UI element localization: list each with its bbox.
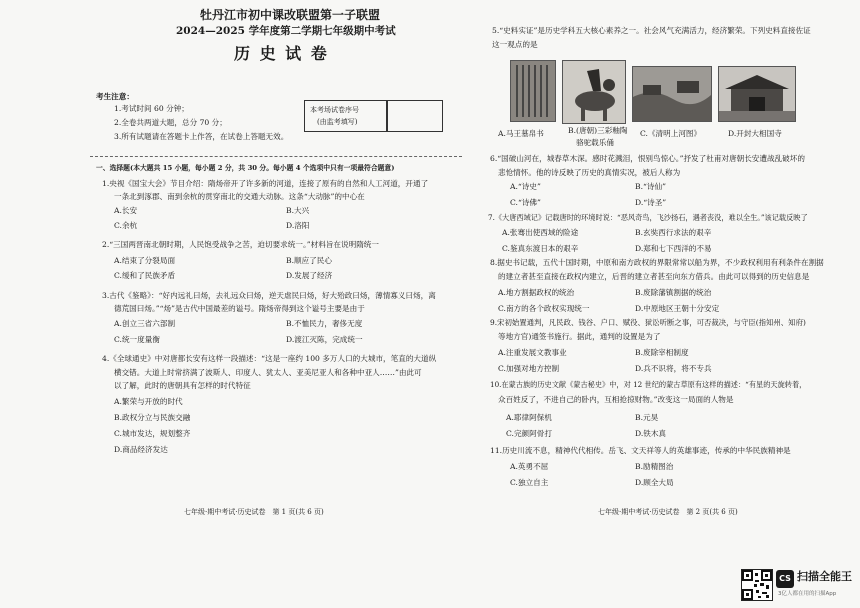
q8-option-a: A.地方割据政权的统治	[498, 288, 575, 297]
page-footer: 七年级·期中考试·历史试卷 第 2 页(共 6 页)	[598, 508, 738, 516]
q4-option-b: B.政权分立与民族交融	[114, 413, 191, 422]
q3-option-d: D.渡江灭陈，完成统一	[286, 335, 363, 344]
q4-stem: 以了解，此时的唐朝具有怎样的时代特征	[114, 381, 251, 390]
q5-caption-b-line2: 骆驼载乐俑	[576, 138, 614, 147]
q1-stem: 一条北到涿郡、南到余杭的贯穿南北的交通大动脉。这条“大动脉”的中心在	[114, 192, 365, 201]
q6-option-c: C.“诗佛”	[510, 198, 541, 207]
q10-option-a: A.耶律阿保机	[506, 413, 552, 422]
q4-option-c: C.城市发达，规划整齐	[114, 429, 191, 438]
q6-option-a: A.“诗史”	[510, 182, 541, 191]
q10-stem: 众百姓反了，不进自己的卧内，互相抢掠财物。”改变这一局面的人物是	[498, 395, 734, 404]
q10-option-c: C.完颜阿骨打	[506, 429, 552, 438]
q4-option-a: A.繁荣与开放的时代	[114, 397, 183, 406]
q6-option-b: B.“诗仙”	[635, 182, 666, 191]
q9-stem: 等地方官)通签书施行。据此，通判的设置是为了	[498, 332, 661, 341]
q10-option-d: D.铁木真	[635, 429, 667, 438]
section-title: 一、选择题(本大题共 15 小题，每小题 2 分，共 30 分。每小题 4 个选项中只有一项最符合题意)	[96, 164, 395, 172]
q6-option-d: D.“诗圣”	[635, 198, 667, 207]
q7-option-c: C.鉴真东渡日本的艰辛	[502, 244, 579, 253]
q1-option-b: B.大兴	[286, 206, 310, 215]
q9-option-b: B.废除宰相制度	[635, 348, 689, 357]
q8-stem: 的建立者甚至直接在政权内建立，后晋的建立者甚至向东方借兵。由此可以得到的历史信息是	[498, 272, 810, 281]
q3-option-c: C.统一度量衡	[114, 335, 160, 344]
q11-option-c: C.独立自主	[510, 478, 549, 487]
q4-option-d: D.商品经济发达	[114, 445, 168, 454]
silk-manuscript-image	[510, 60, 556, 122]
q5-caption-b: B.(唐朝)三彩釉陶	[568, 126, 628, 135]
qingming-scroll-image	[632, 66, 712, 122]
q11-option-b: B.励精图治	[635, 462, 674, 471]
q3-option-a: A.创立三省六部制	[114, 319, 176, 328]
q10-stem: 10.在蒙古族的历史文献《蒙古秘史》中，对 12 世纪的蒙古草原有这样的描述：“有星的天旋转着，	[490, 380, 807, 389]
q2-option-a: A.结束了分裂局面	[114, 256, 176, 265]
exam-title: 2024—2025 学年度第二学期七年级期中考试	[176, 25, 396, 37]
q1-stem: 1.央视《国宝大会》节目介绍：隋炀帝开了许多新的河道，连接了原有的自然和人工河道，开通了	[102, 179, 429, 188]
q5-stem: 5.“史料实证”是历史学科五大核心素养之一。社会风气充满活力，经济繁荣。下列史料直接佐证	[492, 26, 811, 35]
school-title: 牡丹江市初中课改联盟第一子联盟	[200, 8, 381, 22]
notice-title: 考生注意：	[96, 92, 134, 101]
notice-item: 3.所有试题请在答题卡上作答，在试卷上答题无效。	[114, 132, 289, 141]
tri-color-camel-figurine-image	[562, 60, 626, 124]
q6-stem: 悲怆情怀。他的诗反映了历史的真情实况，被后人称为	[498, 168, 681, 177]
daxiangguo-temple-image	[718, 66, 796, 122]
q9-option-d: D.兵不识将，将不专兵	[635, 364, 712, 373]
q2-option-b: B.顺应了民心	[286, 256, 332, 265]
q4-stem: 4.《全球通史》中对唐都长安有这样一段描述：“这是一座约 100 多万人口的大城市，笔直的大道纵	[102, 354, 437, 363]
q5-caption-d: D.开封大相国寺	[728, 129, 782, 138]
q7-option-b: B.玄奘西行求法的艰辛	[635, 228, 712, 237]
q6-stem: 6.“国破山河在，城春草木深。感时花溅泪，恨别鸟惊心。”抒发了杜甫对唐朝长安遭战乱破坏的	[490, 154, 805, 163]
seat-box-label: 本考场试卷序号	[310, 106, 359, 114]
q1-option-c: C.余杭	[114, 221, 138, 230]
q9-stem: 9.宋初始置通判，凡民政、钱谷、户口、赋役、狱讼听断之事，可否裁决，与守臣(指知州、知府)	[490, 318, 806, 327]
q2-option-d: D.发展了经济	[286, 271, 333, 280]
q5-stem: 这一观点的是	[492, 40, 538, 49]
scanner-slogan: 3亿人都在用的扫描App	[778, 591, 837, 597]
q10-option-b: B.元昊	[635, 413, 659, 422]
page-footer: 七年级·期中考试·历史试卷 第 1 页(共 6 页)	[184, 508, 324, 516]
q8-option-b: B.废除藩镇割据的统治	[635, 288, 712, 297]
qr-code	[741, 569, 773, 601]
q5-caption-c: C.《清明上河图》	[640, 129, 702, 138]
seat-box-note: (由监考填写)	[317, 118, 358, 126]
q7-stem: 7.《大唐西域记》记载唐时的环境时说：“恶风奇鸟，飞沙扬石，遇者丧没，难以全生。”该记载反映了	[488, 213, 808, 222]
q2-stem: 2.“三国两晋南北朝时期，人民饱受战争之苦，迫切要求统一。”材料旨在说明隋统一	[102, 240, 379, 249]
q8-stem: 8.据史书记载，五代十国时期，中原和南方政权的界限常常以船为界，不少政权利用有利条件在割据	[490, 258, 824, 267]
notice-item: 1.考试时间 60 分钟；	[114, 104, 189, 113]
q1-option-d: D.洛阳	[286, 221, 310, 230]
q7-option-a: A.张骞出使西域的险途	[502, 228, 579, 237]
q7-option-d: D.郑和七下西洋的不易	[635, 244, 712, 253]
q3-option-b: B.不恤民力，奢侈无度	[286, 319, 363, 328]
subject-title: 历 史 试 卷	[234, 44, 329, 63]
q11-option-a: A.英勇不屈	[510, 462, 549, 471]
divider	[90, 156, 462, 157]
q8-option-c: C.南方的各个政权实现统一	[498, 304, 590, 313]
q11-option-d: D.顾全大局	[635, 478, 674, 487]
q2-option-c: C.缓和了民族矛盾	[114, 271, 176, 280]
scanner-app-name: 扫描全能王	[797, 570, 852, 583]
seat-number-box	[304, 100, 388, 132]
q3-stem: 3.古代《鉴略》：“好内远礼曰炀，去礼远众曰炀，逆天虐民曰炀，好大殆政曰炀，薄情寡义曰炀，离	[102, 291, 436, 300]
q9-option-a: A.注重发展文教事业	[498, 348, 567, 357]
q11-stem: 11.历史川流不息，精神代代相传。岳飞、文天祥等人的英雄事迹，传承的中华民族精神是	[490, 446, 791, 455]
q3-stem: 德荒国曰炀。”“炀”是古代中国最差的谥号。隋炀帝得到这个谥号主要是由于	[114, 304, 365, 313]
q1-option-a: A.长安	[114, 206, 138, 215]
q8-option-d: D.中原地区王朝十分安定	[635, 304, 720, 313]
q4-stem: 横交错。大道上时常挤满了波斯人、印度人、犹太人、亚美尼亚人和各种中亚人……”由此可	[114, 368, 422, 377]
q5-caption-a: A.马王墓帛书	[498, 129, 544, 138]
seat-number-blank	[386, 100, 443, 132]
q9-option-c: C.加强对地方控制	[498, 364, 560, 373]
scanner-logo-icon: CS	[776, 570, 794, 588]
notice-item: 2.全卷共两道大题，总分 70 分；	[114, 118, 227, 127]
